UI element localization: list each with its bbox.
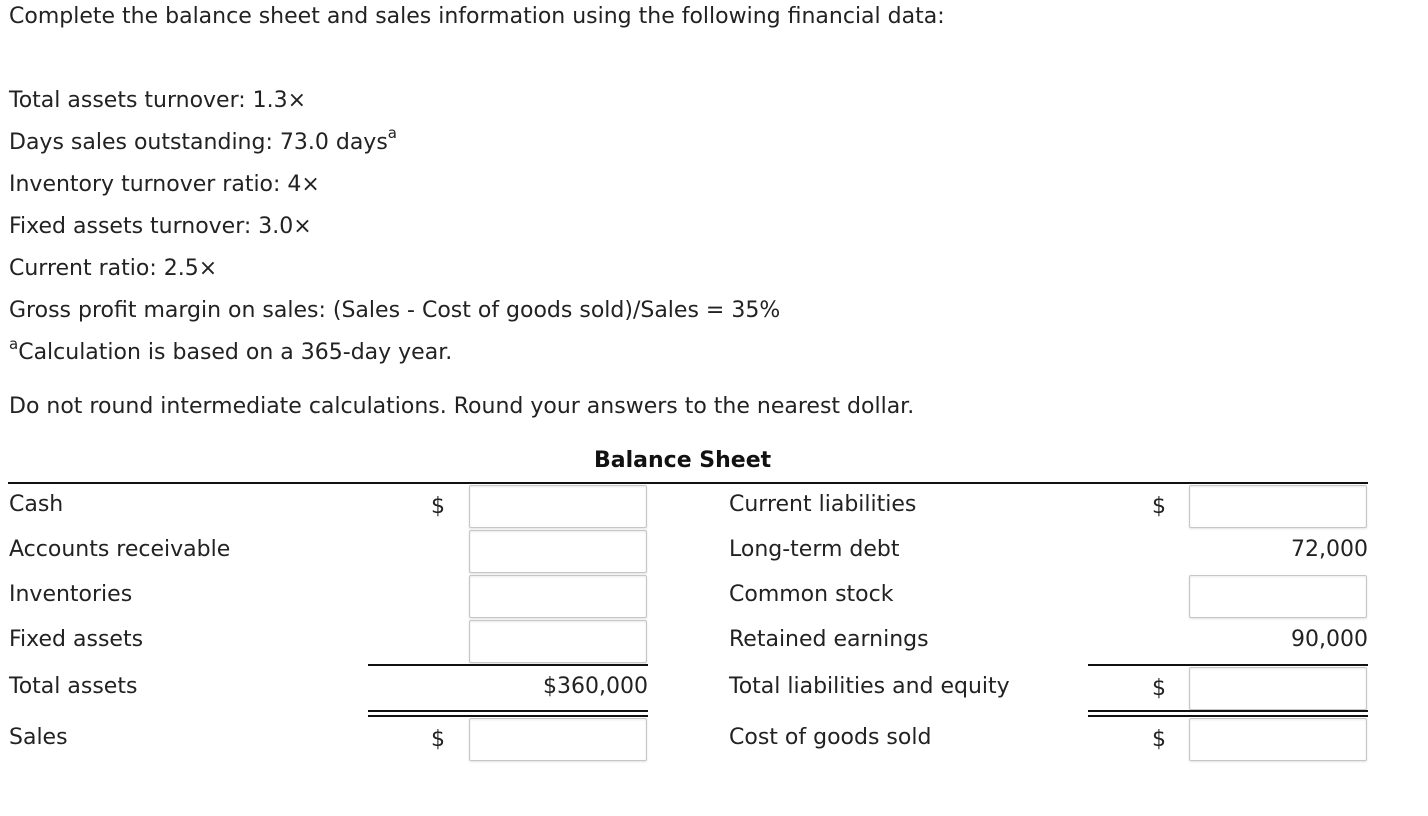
inventories-label: Inventories [9,582,133,607]
currency-symbol: $ [431,727,445,752]
current-liabilities-input[interactable] [1189,485,1367,528]
total-double-rule-right-top [1088,710,1368,712]
subtotal-rule-right [1088,664,1368,666]
subtotal-rule-left [368,664,648,666]
retained-earnings-value: 90,000 [1291,627,1368,652]
cost-of-goods-sold-input[interactable] [1189,718,1367,761]
total-double-rule-left-bottom [368,715,648,717]
footnote-marker: a [387,124,397,142]
sales-input[interactable] [469,718,647,761]
total-double-rule-right-bottom [1088,715,1368,717]
total-assets-value: $360,000 [543,674,648,699]
total-double-rule-left-top [368,710,648,712]
given-total-assets-turnover: Total assets turnover: 1.3× [9,88,307,113]
given-inventory-turnover: Inventory turnover ratio: 4× [9,172,320,197]
cash-input[interactable] [469,485,647,528]
given-days-sales-outstanding: Days sales outstanding: 73.0 days$^a$ [9,124,397,155]
cash-label: Cash [9,492,64,517]
fixed-assets-label: Fixed assets [9,627,144,652]
total-assets-label: Total assets [9,674,138,699]
currency-symbol: $ [1152,676,1166,701]
balance-sheet-title: Balance Sheet [594,448,772,473]
long-term-debt-label: Long-term debt [729,537,900,562]
given-gross-profit-margin: Gross profit margin on sales: (Sales - Cost of goods sold)/Sales = 35% [9,298,781,323]
inventories-input[interactable] [469,575,647,618]
instructions-intro: Complete the balance sheet and sales information using the following financial data: [9,4,945,29]
total-liabilities-equity-input[interactable] [1189,667,1367,710]
currency-symbol: $ [1152,727,1166,752]
sales-label: Sales [9,725,68,750]
total-liabilities-equity-label: Total liabilities and equity [729,674,1010,699]
given-current-ratio: Current ratio: 2.5× [9,256,218,281]
cost-of-goods-sold-label: Cost of goods sold [729,725,932,750]
currency-symbol: $ [431,494,445,519]
retained-earnings-label: Retained earnings [729,627,929,652]
footnote: $^a$Calculation is based on a 365-day year. [9,335,453,365]
accounts-receivable-label: Accounts receivable [9,537,231,562]
given-fixed-assets-turnover: Fixed assets turnover: 3.0× [9,214,312,239]
long-term-debt-value: 72,000 [1291,537,1368,562]
common-stock-label: Common stock [729,582,894,607]
accounts-receivable-input[interactable] [469,530,647,573]
fixed-assets-input[interactable] [469,620,647,663]
common-stock-input[interactable] [1189,575,1367,618]
currency-symbol: $ [1152,494,1166,519]
header-rule [8,482,1368,484]
rounding-instruction: Do not round intermediate calculations. Round your answers to the nearest dollar. [9,394,915,419]
current-liabilities-label: Current liabilities [729,492,917,517]
